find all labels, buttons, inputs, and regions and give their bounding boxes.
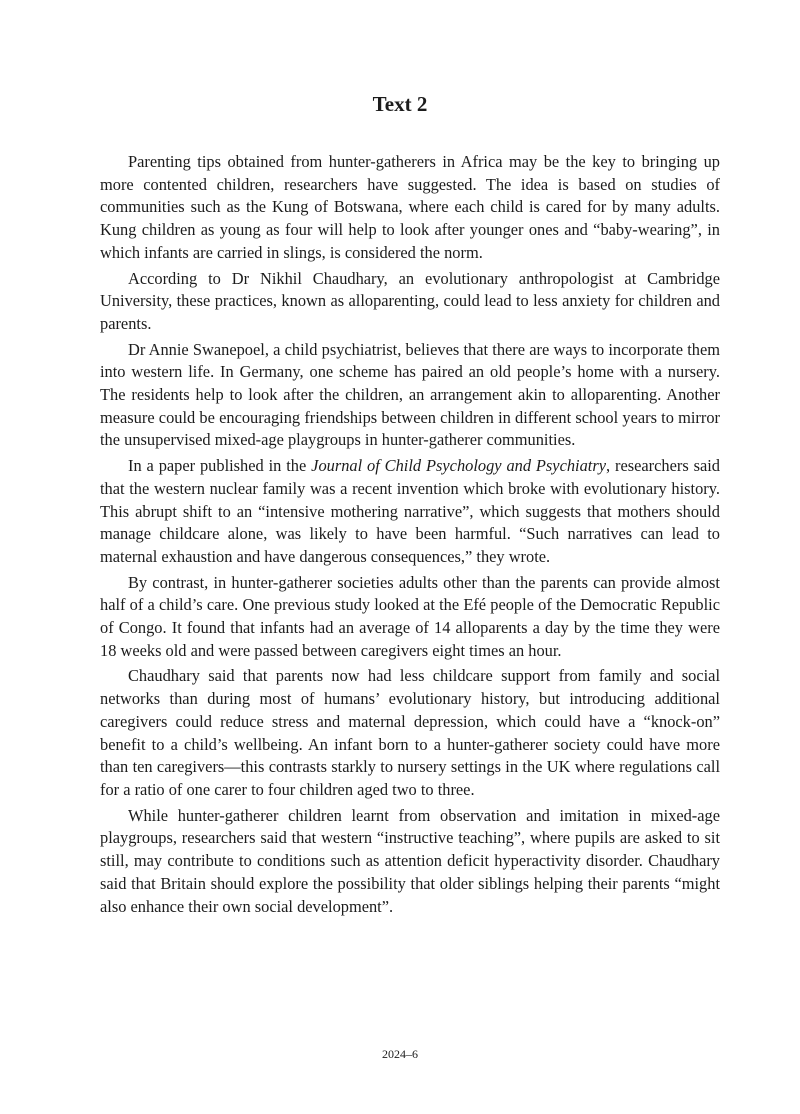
paragraph-5: By contrast, in hunter-gatherer societies adults other than the parents can provide almost half of a child’s care. One previous study looked at the Efé people of the Democratic Republic of Congo. It found that infants had an average of 14 alloparents a day by the time they were 18 weeks old and were passed between caregivers eight times an hour. bbox=[100, 572, 720, 660]
paragraph-4-rest: , researchers said that the western nuclear family was a recent invention which broke with evolutionary history. This abrupt shift to an “intensive mothering narrative”, which suggests that mothers should manage childcare alone, was likely to have been harmful. “Such narratives can lead to maternal exhaustion and have dangerous consequences,” they wrote. bbox=[100, 456, 720, 566]
paragraph-4-lead: In a paper published in the bbox=[128, 456, 312, 476]
paragraph-1: Parenting tips obtained from hunter-gatherers in Africa may be the key to bringing up more contented children, researchers have suggested. The idea is based on studies of communities such as the Kung of Botswana, where each child is cared for by many adults. Kung children as young as four will help to look after younger ones and “baby-wearing”, in which infants are carried in slings, is considered the norm. bbox=[100, 152, 720, 262]
paragraph-6: Chaudhary said that parents now had less childcare support from family and social networks than during most of humans’ evolutionary history, but introducing additional caregivers could reduce stress and maternal depression, which could have a “knock-on” benefit to a child’s wellbeing. An infant born to a hunter-gatherer society could have more than ten caregivers—this contrasts starkly to nursery settings in the UK where regulations call for a ratio of one carer to four children aged two to three. bbox=[100, 666, 720, 799]
journal-title: Journal of Child Psychology and Psychiatry bbox=[311, 456, 607, 476]
paragraph-4 bbox=[100, 455, 720, 569]
article-body bbox=[100, 151, 720, 921]
paragraph-2: According to Dr Nikhil Chaudhary, an evolutionary anthropologist at Cambridge University, these practices, known as alloparenting, could lead to less anxiety for children and parents. bbox=[100, 268, 720, 333]
paragraph-3: Dr Annie Swanepoel, a child psychiatrist, believes that there are ways to incorporate them into western life. In Germany, one scheme has paired an old people’s home with a nursery. The residents help to look after the children, an arrangement akin to alloparenting. Another measure could be encouraging friendships between children in different school years to mirror the unsupervised mixed-age playgroups in hunter-gatherer communities. bbox=[100, 339, 720, 450]
page-footer: 2024–6 bbox=[382, 1047, 418, 1061]
page-title: Text 2 bbox=[372, 92, 428, 116]
paragraph-7: While hunter-gatherer children learnt from observation and imitation in mixed-age playgroups, researchers said that western “instructive teaching”, where pupils are asked to sit still, may contribute to conditions such as attention deficit hyperactivity disorder. Chaudhary said that Britain should explore the possibility that older siblings helping their parents “might also enhance their own social development”. bbox=[100, 805, 720, 916]
